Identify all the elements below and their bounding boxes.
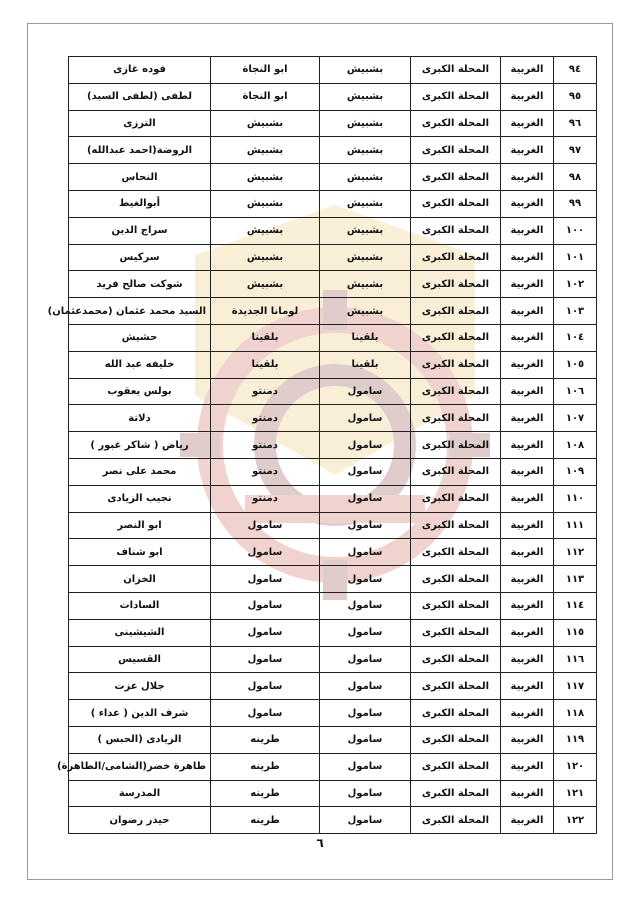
village-cell: بشبيش	[320, 298, 411, 325]
village-cell: سامول	[320, 378, 411, 405]
name-cell: المدرسة	[69, 780, 211, 807]
row-number: ٩٧	[554, 137, 597, 164]
table-row	[69, 378, 597, 405]
governorate-cell: الغربية	[501, 539, 554, 566]
table-row	[69, 807, 597, 834]
name-cell: سراج الدين	[69, 217, 211, 244]
table-row	[69, 298, 597, 325]
center-cell: المحلة الكبرى	[411, 673, 501, 700]
name-cell: القسيس	[69, 646, 211, 673]
center-cell: المحلة الكبرى	[411, 57, 501, 84]
governorate-cell: الغربية	[501, 485, 554, 512]
unit-cell: دمنتو	[211, 378, 320, 405]
center-cell: المحلة الكبرى	[411, 780, 501, 807]
table-row	[69, 780, 597, 807]
center-cell: المحلة الكبرى	[411, 458, 501, 485]
name-cell: أبوالغيط	[69, 190, 211, 217]
row-number: ١١٧	[554, 673, 597, 700]
village-cell: بلقينا	[320, 351, 411, 378]
row-number: ١١٢	[554, 539, 597, 566]
name-cell: الزيادى (الحبس )	[69, 726, 211, 753]
center-cell: المحلة الكبرى	[411, 298, 501, 325]
center-cell: المحلة الكبرى	[411, 539, 501, 566]
governorate-cell: الغربية	[501, 110, 554, 137]
unit-cell: دمنتو	[211, 405, 320, 432]
center-cell: المحلة الكبرى	[411, 485, 501, 512]
unit-cell: سامول	[211, 539, 320, 566]
unit-cell: سامول	[211, 673, 320, 700]
unit-cell: بشبيش	[211, 110, 320, 137]
center-cell: المحلة الكبرى	[411, 137, 501, 164]
center-cell: المحلة الكبرى	[411, 271, 501, 298]
name-cell: الروضة(احمد عبدالله)	[69, 137, 211, 164]
unit-cell: دمنتو	[211, 458, 320, 485]
row-number: ١٢٢	[554, 807, 597, 834]
row-number: ١٠٧	[554, 405, 597, 432]
village-cell: بشبيش	[320, 190, 411, 217]
name-cell: ابو النصر	[69, 512, 211, 539]
governorate-cell: الغربية	[501, 726, 554, 753]
unit-cell: ابو النجاة	[211, 83, 320, 110]
name-cell: فوده غازى	[69, 57, 211, 84]
governorate-cell: الغربية	[501, 592, 554, 619]
center-cell: المحلة الكبرى	[411, 217, 501, 244]
name-cell: جلال عزت	[69, 673, 211, 700]
unit-cell: سامول	[211, 566, 320, 593]
unit-cell: طرينه	[211, 780, 320, 807]
unit-cell: بشبيش	[211, 137, 320, 164]
unit-cell: بشبيش	[211, 190, 320, 217]
center-cell: المحلة الكبرى	[411, 726, 501, 753]
governorate-cell: الغربية	[501, 405, 554, 432]
name-cell: شرف الدين ( عداء )	[69, 700, 211, 727]
page-number: ٦	[316, 836, 324, 850]
table-row	[69, 110, 597, 137]
village-cell: بشبيش	[320, 244, 411, 271]
name-cell: لطفى (لطفى السيد)	[69, 83, 211, 110]
table-row	[69, 592, 597, 619]
name-cell: سركيس	[69, 244, 211, 271]
table-row	[69, 164, 597, 191]
unit-cell: لومانا الجديدة	[211, 298, 320, 325]
center-cell: المحلة الكبرى	[411, 646, 501, 673]
row-number: ١١٥	[554, 619, 597, 646]
table-row	[69, 700, 597, 727]
name-cell: محمد على نصر	[69, 458, 211, 485]
name-cell: الخزان	[69, 566, 211, 593]
governorate-cell: الغربية	[501, 673, 554, 700]
row-number: ١١٩	[554, 726, 597, 753]
governorate-cell: الغربية	[501, 271, 554, 298]
row-number: ١٠٦	[554, 378, 597, 405]
table-row	[69, 485, 597, 512]
unit-cell: دمنتو	[211, 432, 320, 459]
governorate-cell: الغربية	[501, 164, 554, 191]
table-row	[69, 190, 597, 217]
unit-cell: سامول	[211, 700, 320, 727]
center-cell: المحلة الكبرى	[411, 83, 501, 110]
table-row	[69, 673, 597, 700]
row-number: ١٢١	[554, 780, 597, 807]
governorate-cell: الغربية	[501, 458, 554, 485]
governorate-cell: الغربية	[501, 512, 554, 539]
village-cell: بشبيش	[320, 110, 411, 137]
village-cell: سامول	[320, 458, 411, 485]
unit-cell: طرينه	[211, 807, 320, 834]
village-cell: بشبيش	[320, 271, 411, 298]
name-cell: حيدر رضوان	[69, 807, 211, 834]
name-cell: دلاتة	[69, 405, 211, 432]
row-number: ٩٥	[554, 83, 597, 110]
governorate-cell: الغربية	[501, 646, 554, 673]
name-cell: طاهرة خضر(الشامى/الطاهرة)	[69, 753, 211, 780]
table-row	[69, 137, 597, 164]
name-cell: رياض ( شاكر غبور )	[69, 432, 211, 459]
governorate-cell: الغربية	[501, 378, 554, 405]
name-cell: الترزى	[69, 110, 211, 137]
governorate-cell: الغربية	[501, 432, 554, 459]
center-cell: المحلة الكبرى	[411, 351, 501, 378]
row-number: ١٠١	[554, 244, 597, 271]
village-cell: سامول	[320, 726, 411, 753]
village-cell: بشبيش	[320, 217, 411, 244]
row-number: ١٠٠	[554, 217, 597, 244]
table-row	[69, 57, 597, 84]
center-cell: المحلة الكبرى	[411, 566, 501, 593]
row-number: ١٠٤	[554, 324, 597, 351]
governorate-cell: الغربية	[501, 83, 554, 110]
register-table	[47, 56, 597, 834]
governorate-cell: الغربية	[501, 298, 554, 325]
table-row	[69, 726, 597, 753]
table-row	[69, 646, 597, 673]
unit-cell: ابو النجاة	[211, 57, 320, 84]
village-cell: بلقينا	[320, 324, 411, 351]
village-cell: بشبيش	[320, 83, 411, 110]
governorate-cell: الغربية	[501, 137, 554, 164]
row-number: ١١٣	[554, 566, 597, 593]
center-cell: المحلة الكبرى	[411, 244, 501, 271]
center-cell: المحلة الكبرى	[411, 432, 501, 459]
row-number: ١٢٠	[554, 753, 597, 780]
governorate-cell: الغربية	[501, 753, 554, 780]
village-cell: سامول	[320, 592, 411, 619]
unit-cell: بشبيش	[211, 271, 320, 298]
center-cell: المحلة الكبرى	[411, 378, 501, 405]
name-cell: شوكت صالح فريد	[69, 271, 211, 298]
village-cell: سامول	[320, 673, 411, 700]
village-cell: سامول	[320, 646, 411, 673]
row-number: ١٠٥	[554, 351, 597, 378]
village-cell: سامول	[320, 700, 411, 727]
table-row	[69, 753, 597, 780]
governorate-cell: الغربية	[501, 351, 554, 378]
center-cell: المحلة الكبرى	[411, 512, 501, 539]
center-cell: المحلة الكبرى	[411, 592, 501, 619]
row-number: ٩٨	[554, 164, 597, 191]
row-number: ٩٩	[554, 190, 597, 217]
table-row	[69, 217, 597, 244]
unit-cell: بشبيش	[211, 217, 320, 244]
governorate-cell: الغربية	[501, 700, 554, 727]
village-cell: سامول	[320, 512, 411, 539]
center-cell: المحلة الكبرى	[411, 619, 501, 646]
unit-cell: طرينه	[211, 753, 320, 780]
row-number: ١٠٢	[554, 271, 597, 298]
village-cell: سامول	[320, 807, 411, 834]
unit-cell: طرينه	[211, 726, 320, 753]
row-number: ١١١	[554, 512, 597, 539]
governorate-cell: الغربية	[501, 244, 554, 271]
name-cell: السادات	[69, 592, 211, 619]
table-row	[69, 271, 597, 298]
row-number: ١٠٨	[554, 432, 597, 459]
governorate-cell: الغربية	[501, 780, 554, 807]
governorate-cell: الغربية	[501, 57, 554, 84]
governorate-cell: الغربية	[501, 190, 554, 217]
unit-cell: سامول	[211, 619, 320, 646]
governorate-cell: الغربية	[501, 807, 554, 834]
village-cell: بشبيش	[320, 164, 411, 191]
row-number: ٩٤	[554, 57, 597, 84]
row-number: ١١٦	[554, 646, 597, 673]
center-cell: المحلة الكبرى	[411, 190, 501, 217]
center-cell: المحلة الكبرى	[411, 110, 501, 137]
village-cell: بشبيش	[320, 137, 411, 164]
village-cell: بشبيش	[320, 57, 411, 84]
table-row	[69, 619, 597, 646]
table-row	[69, 351, 597, 378]
center-cell: المحلة الكبرى	[411, 700, 501, 727]
unit-cell: بلقينا	[211, 324, 320, 351]
governorate-cell: الغربية	[501, 619, 554, 646]
table-row	[69, 458, 597, 485]
name-cell: النحاس	[69, 164, 211, 191]
village-cell: سامول	[320, 432, 411, 459]
table-row	[69, 405, 597, 432]
unit-cell: بشبيش	[211, 244, 320, 271]
row-number: ١١٠	[554, 485, 597, 512]
unit-cell: دمنتو	[211, 485, 320, 512]
table-row	[69, 566, 597, 593]
row-number: ١١٤	[554, 592, 597, 619]
name-cell: خليفه عبد الله	[69, 351, 211, 378]
unit-cell: بلقينا	[211, 351, 320, 378]
center-cell: المحلة الكبرى	[411, 324, 501, 351]
table-row	[69, 432, 597, 459]
name-cell: السيد محمد عثمان (محمدعثمان)	[69, 298, 211, 325]
table-row	[69, 324, 597, 351]
row-number: ١٠٣	[554, 298, 597, 325]
village-cell: سامول	[320, 753, 411, 780]
table-row	[69, 83, 597, 110]
center-cell: المحلة الكبرى	[411, 753, 501, 780]
name-cell: نجيب الزيادى	[69, 485, 211, 512]
unit-cell: بشبيش	[211, 164, 320, 191]
governorate-cell: الغربية	[501, 566, 554, 593]
unit-cell: سامول	[211, 646, 320, 673]
row-number: ١١٨	[554, 700, 597, 727]
name-cell: بولس يعقوب	[69, 378, 211, 405]
governorate-cell: الغربية	[501, 324, 554, 351]
row-number: ٩٦	[554, 110, 597, 137]
unit-cell: سامول	[211, 512, 320, 539]
village-cell: سامول	[320, 780, 411, 807]
center-cell: المحلة الكبرى	[411, 807, 501, 834]
center-cell: المحلة الكبرى	[411, 405, 501, 432]
governorate-cell: الغربية	[501, 217, 554, 244]
name-cell: حشيش	[69, 324, 211, 351]
village-cell: سامول	[320, 405, 411, 432]
unit-cell: سامول	[211, 592, 320, 619]
name-cell: الشيشينى	[69, 619, 211, 646]
name-cell: ابو شناف	[69, 539, 211, 566]
village-cell: سامول	[320, 566, 411, 593]
village-cell: سامول	[320, 539, 411, 566]
village-cell: سامول	[320, 619, 411, 646]
village-cell: سامول	[320, 485, 411, 512]
table-row	[69, 244, 597, 271]
row-number: ١٠٩	[554, 458, 597, 485]
table-row	[69, 512, 597, 539]
table-row	[69, 539, 597, 566]
center-cell: المحلة الكبرى	[411, 164, 501, 191]
